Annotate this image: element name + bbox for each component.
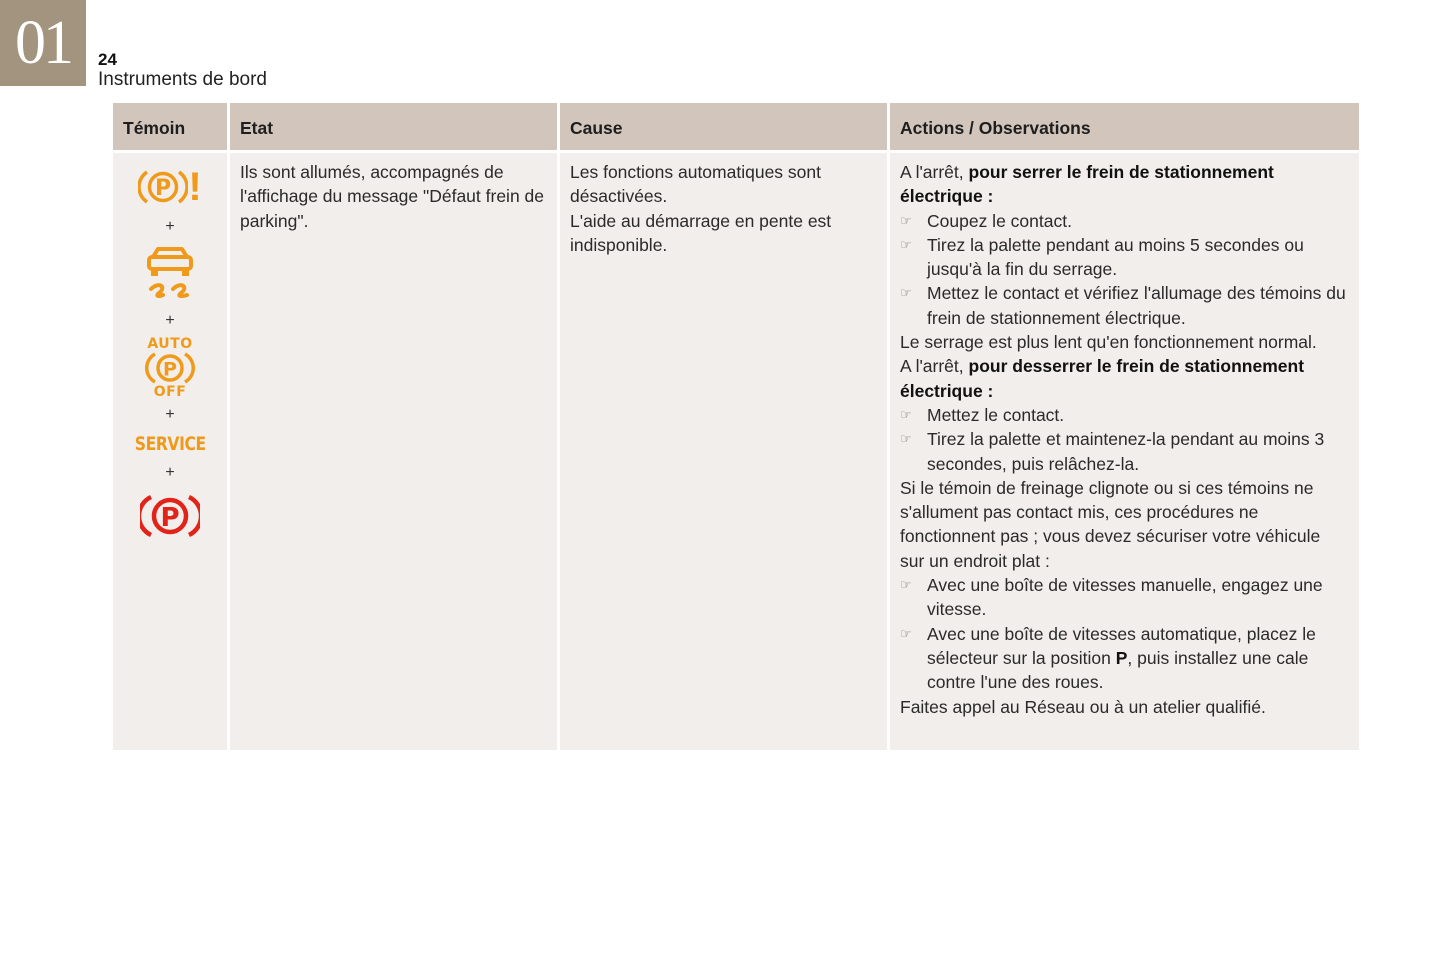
pointing-hand-icon: ☞ <box>900 406 912 422</box>
stability-control-off-icon <box>143 243 197 307</box>
exclamation-mark: ! <box>188 165 202 209</box>
parking-brake-red-icon <box>140 493 200 545</box>
actions-paragraph: Le serrage est plus lent qu'en fonctionnement normal. <box>900 332 1317 353</box>
actions-paragraph: A l'arrêt, pour desserrer le frein de stationnement électrique : <box>900 356 1305 401</box>
pointing-hand-icon: ☞ <box>900 431 912 447</box>
plus-sign: + <box>165 312 175 330</box>
table-row <box>113 150 1359 750</box>
list-item: ☞ Coupez le contact. <box>900 209 1349 233</box>
svg-text:P: P <box>163 358 177 381</box>
page-number: 24 <box>98 50 117 69</box>
list-item: ☞ Avec une boîte de vitesses automatique, placez le sélecteur sur la position P, puis installez une cale contre l'une des roues. <box>900 622 1349 695</box>
actions-paragraph: A l'arrêt, pour serrer le frein de stationnement électrique : <box>900 162 1274 207</box>
cause-cell <box>560 153 890 750</box>
plus-sign: + <box>165 218 175 235</box>
column-header-cause: Cause <box>560 103 890 150</box>
list-item: ☞ Tirez la palette et maintenez-la pendant au moins 3 secondes, puis relâchez-la. <box>900 427 1349 476</box>
off-label: OFF <box>153 384 187 401</box>
svg-text:P: P <box>155 176 172 201</box>
column-header-actions: Actions / Observations <box>890 103 1359 150</box>
list-item: ☞ Mettez le contact et vérifiez l'allumage des témoins du frein de stationnement électrique. <box>900 281 1349 330</box>
pointing-hand-icon: ☞ <box>900 625 912 641</box>
actions-paragraph: Faites appel au Réseau ou à un atelier qualifié. <box>900 696 1266 717</box>
auto-park-off-icon <box>145 337 195 399</box>
svg-text:P: P <box>160 503 180 534</box>
auto-label: AUTO <box>147 336 193 353</box>
plus-sign: + <box>165 406 175 424</box>
list-item: ☞ Avec une boîte de vitesses manuelle, engagez une vitesse. <box>900 573 1349 622</box>
parking-warning-icon <box>138 167 201 207</box>
column-header-etat: Etat <box>230 103 560 150</box>
column-header-temoin: Témoin <box>113 103 230 150</box>
list-item: ☞ Mettez le contact. <box>900 403 1349 427</box>
etat-text: Ils sont allumés, accompagnés de l'affichage du message "Défaut frein de parking". <box>240 162 545 231</box>
pointing-hand-icon: ☞ <box>900 236 912 252</box>
pointing-hand-icon: ☞ <box>900 285 912 301</box>
service-icon: SERVICE <box>134 433 206 456</box>
plus-sign: + <box>165 464 175 482</box>
cause-text: L'aide au démarrage en pente est indisponible. <box>570 210 832 255</box>
etat-cell <box>230 153 560 750</box>
table-header-row <box>113 103 1359 150</box>
pointing-hand-icon: ☞ <box>900 577 912 593</box>
section-title: Instruments de bord <box>98 69 267 90</box>
actions-cell <box>890 153 1359 750</box>
pointing-hand-icon: ☞ <box>900 212 912 228</box>
actions-paragraph: Si le témoin de freinage clignote ou si ces témoins ne s'allument pas contact mis, ces procédures ne fonctionnent pas ; vous devez sécuriser votre véhicule sur un endroit plat : <box>900 477 1321 571</box>
list-item: ☞ Tirez la palette pendant au moins 5 secondes ou jusqu'à la fin du serrage. <box>900 233 1349 282</box>
cause-text: Les fonctions automatiques sont désactivées. <box>570 162 821 207</box>
chapter-number-box: 01 <box>0 0 86 86</box>
warning-lights-table <box>113 103 1359 750</box>
temoin-cell <box>113 153 230 750</box>
